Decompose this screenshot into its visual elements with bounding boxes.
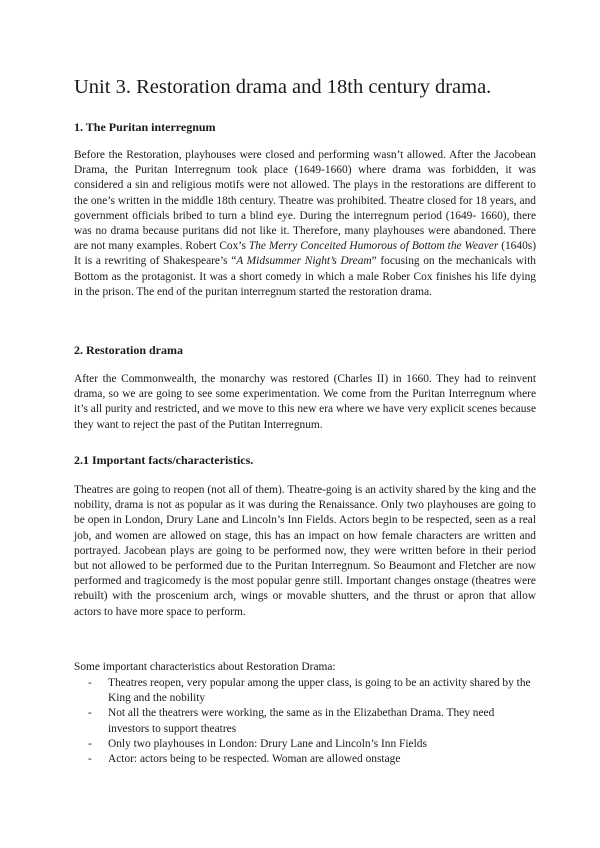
paragraph-text: Before the Restoration, playhouses were closed and performing wasn’t allowed. After the Jacobean Drama, the Puritan Interregnum took place (1649-1660) where drama was forbidden, it was considered a sin and religious motifs were not allowed. The plays in the restorations are different to the one’s written in the middle 18th century. Theatre was prohibited. Theatre closed for 18 years, and government officials bribed to turn a blind eye. During the interregnum period (1649- 1660), there was no drama because puritans did not like it. Therefore, many playhouses were abandoned. There are not many examples. Robert Cox’s bbox=[74, 149, 536, 253]
list-item-text: Theatres reopen, very popular among the upper class, is going to be an activity shared by the King and the nobility bbox=[108, 677, 531, 705]
list-item-text: Actor: actors being to be respected. Woman are allowed onstage bbox=[108, 753, 401, 766]
list-item bbox=[74, 676, 536, 706]
paragraph-important-facts: Theatres are going to reopen (not all of them). Theatre-going is an activity shared by the king and the nobility, drama is not as popular as it was during the Renaissance. Only two playhouses are going to be open in London, Drury Lane and Lincoln’s Inn Fields. Actors begin to be respected, seen as a real job, and women are allowed on stage, this has an impact on how female characters are written and portrayed. Jacobean plays are going to be performed now, they were written before in their period but not allowed to be performed due to the Puritan Interregnum. So Beaumont and Fletcher are now performed and tragicomedy is the most popular genre still. Important changes onstage (theatres were rebuilt) with the proscenium arch, wings or movable shutters, and the thrust or apron that allow actors to have more space to perform. bbox=[74, 484, 536, 618]
bullet-dash: - bbox=[88, 753, 92, 766]
list-item bbox=[74, 706, 536, 736]
bullet-dash: - bbox=[88, 737, 92, 750]
list-item bbox=[74, 752, 536, 767]
section-heading-puritan-interregnum: 1. The Puritan interregnum bbox=[74, 120, 216, 134]
paragraph-text: (1640s) It is a rewriting of Shakespeare’s “ bbox=[74, 240, 536, 268]
list-item-text: Only two playhouses in London: Drury Lane and Lincoln’s Inn Fields bbox=[108, 737, 427, 750]
paragraph-puritan-interregnum bbox=[74, 148, 536, 300]
list-item-text: Not all the theatrers were working, the same as in the Elizabethan Drama. They need investors to support theatres bbox=[108, 707, 495, 735]
paragraph-text: ” focusing on the mechanicals with Bottom as the protagonist. It was a short comedy in which a male Rober Cox finishes his life dying in the prison. The end of the puritan interregnum started the restoration drama. bbox=[74, 255, 537, 298]
work-title-quoted: A Midsummer Night’s Dream bbox=[236, 255, 372, 268]
page-title: Unit 3. Restoration drama and 18th century drama. bbox=[74, 76, 492, 98]
section-heading-important-facts: 2.1 Important facts/characteristics. bbox=[74, 453, 254, 467]
bullet-dash: - bbox=[88, 677, 92, 689]
section-heading-restoration-drama: 2. Restoration drama bbox=[74, 343, 183, 357]
work-title-italic: The Merry Conceited Humorous of Bottom the Weaver bbox=[248, 240, 499, 253]
bullet-dash: - bbox=[88, 707, 92, 720]
characteristics-intro: Some important characteristics about Restoration Drama: bbox=[74, 661, 336, 673]
list-item bbox=[74, 737, 536, 752]
characteristics-list bbox=[74, 676, 536, 767]
paragraph-restoration-drama: After the Commonwealth, the monarchy was restored (Charles II) in 1660. They had to reinvent drama, so we are going to see some experimentation. We come from the Puritan Interregnum where it’s all purity and restricted, and we move to this new era where we have very explicit scenes because they want to reject the past of the Putitan Interregnum. bbox=[74, 373, 536, 431]
